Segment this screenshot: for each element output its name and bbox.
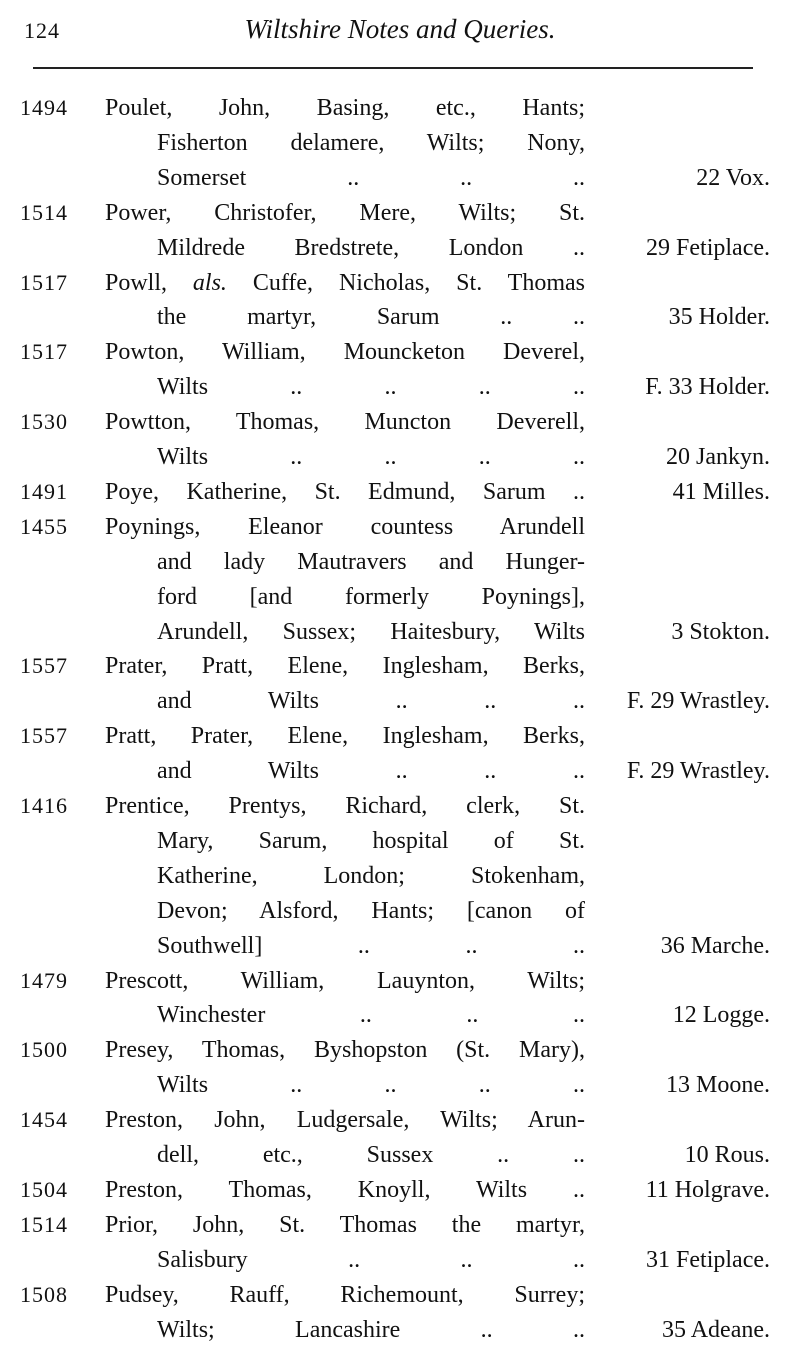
entry-line (0, 266, 800, 300)
entry-text: and lady Mautravers and Hunger- (157, 548, 585, 575)
entry-text: Poulet, John, Basing, etc., Hants; (105, 95, 585, 121)
entry-line (0, 405, 800, 439)
entry-year: 1557 (20, 653, 68, 679)
entry-year: 1517 (20, 339, 68, 365)
register-reference: 35 Holder. (668, 304, 770, 331)
entry-text: Prater, Pratt, Elene, Inglesham, Berks, (105, 653, 585, 680)
entry-line (0, 894, 800, 928)
entry-line (0, 754, 800, 788)
register-reference: 35 Adeane. (662, 1316, 770, 1343)
entry-line (0, 231, 800, 265)
entry-line (0, 1173, 800, 1207)
entry-year: 1530 (20, 409, 68, 435)
entry-text: Poye, Katherine, St. Edmund, Sarum .. (105, 478, 585, 505)
entry-line (0, 964, 800, 998)
entry-year: 1508 (20, 1281, 68, 1307)
page-number: 124 (24, 18, 60, 43)
entry-text-part: Cuffe, Nicholas, St. Thomas (252, 269, 585, 296)
register-reference: 20 Jankyn. (666, 444, 770, 470)
entry-text: Pudsey, Rauff, Richemount, Surrey; (105, 1281, 585, 1308)
entry-text: Arundell, Sussex; Haitesbury, Wilts (157, 618, 585, 645)
entry-line (0, 440, 800, 474)
entry-line (0, 1103, 800, 1137)
entry-line (0, 1033, 800, 1067)
register-reference: 13 Moone. (666, 1072, 770, 1099)
entry-year: 1416 (20, 793, 68, 818)
running-head: Wiltshire Notes and Queries. (244, 14, 556, 44)
entry-line (0, 161, 800, 195)
entry-text: ford [and formerly Poynings], (157, 583, 585, 610)
entry-year: 1500 (20, 1037, 68, 1063)
entry-text: Somerset .. .. .. (157, 164, 585, 191)
entry-text: Southwell] .. .. .. (157, 932, 585, 959)
entry-text: and Wilts .. .. .. (157, 758, 585, 785)
entry-line (0, 510, 800, 544)
entry-text: Mildrede Bredstrete, London .. (157, 234, 585, 261)
entry-text: Prentice, Prentys, Richard, clerk, St. (105, 793, 585, 819)
header-rule (33, 67, 753, 69)
entry-line (0, 859, 800, 893)
register-reference: 11 Holgrave. (645, 1176, 770, 1203)
entry-line (0, 1068, 800, 1102)
entry-year: 1479 (20, 967, 68, 993)
register-reference: 31 Fetiplace. (646, 1246, 770, 1273)
entry-text: Salisbury .. .. .. (157, 1246, 585, 1273)
italic-abbrev: als. (192, 269, 227, 296)
entry-line (0, 475, 800, 509)
entry-text: Wilts; Lancashire .. .. (157, 1316, 585, 1343)
entry-line (0, 1208, 800, 1242)
entry-line (0, 335, 800, 369)
register-reference: 10 Rous. (684, 1142, 770, 1168)
register-reference: F. 29 Wrastley. (626, 758, 770, 785)
entry-text: Poynings, Eleanor countess Arundell (105, 513, 585, 540)
entry-text: Fisherton delamere, Wilts; Nony, (157, 129, 585, 156)
entry-text: and Wilts .. .. .. (157, 688, 585, 715)
entry-text: Wilts .. .. .. .. (157, 1072, 585, 1099)
entry-text-part: Powll, (105, 269, 168, 296)
entry-line (0, 580, 800, 614)
entry-year: 1514 (20, 199, 68, 225)
entry-text: Powton, William, Mouncketon Deverel, (105, 339, 585, 366)
entry-text: Wilts .. .. .. .. (157, 444, 585, 470)
register-reference: 12 Logge. (672, 1002, 770, 1029)
entry-text: the martyr, Sarum .. .. (157, 304, 585, 331)
entry-text: Preston, John, Ludgersale, Wilts; Arun- (105, 1107, 585, 1134)
entry-text: Pratt, Prater, Elene, Inglesham, Berks, (105, 723, 585, 750)
entry-line (0, 196, 800, 230)
entry-line (0, 684, 800, 718)
entry-line (0, 1278, 800, 1312)
entry-text: dell, etc., Sussex .. .. (157, 1142, 585, 1168)
entry-line (0, 649, 800, 683)
entry-year: 1514 (20, 1211, 68, 1237)
entry-line (0, 545, 800, 579)
register-reference: 29 Fetiplace. (646, 234, 770, 261)
entry-line (0, 824, 800, 858)
entry-line (0, 1138, 800, 1172)
entry-line (0, 91, 800, 125)
register-reference: F. 29 Wrastley. (626, 688, 770, 715)
entry-text: Katherine, London; Stokenham, (157, 862, 585, 889)
entry-line (0, 1243, 800, 1277)
entry-text (105, 266, 585, 300)
register-reference: 36 Marche. (660, 932, 770, 959)
entry-line (0, 719, 800, 753)
entry-text: Presey, Thomas, Byshopston (St. Mary), (105, 1037, 585, 1064)
entry-line (0, 300, 800, 334)
entry-text: Powtton, Thomas, Muncton Deverell, (105, 409, 585, 436)
entry-line (0, 789, 800, 823)
entry-year: 1504 (20, 1176, 68, 1202)
entry-line (0, 929, 800, 963)
entry-year: 1491 (20, 478, 68, 504)
entry-text: Prior, John, St. Thomas the martyr, (105, 1211, 585, 1238)
entry-year: 1557 (20, 723, 68, 749)
entry-text: Devon; Alsford, Hants; [canon of (157, 897, 585, 924)
entry-text: Winchester .. .. .. (157, 1002, 585, 1029)
entry-line (0, 615, 800, 649)
entry-year: 1454 (20, 1107, 68, 1133)
entry-text: Wilts .. .. .. .. (157, 374, 585, 401)
register-reference: 41 Milles. (672, 478, 770, 505)
register-reference: 3 Stokton. (671, 618, 770, 645)
register-reference: F. 33 Holder. (645, 374, 770, 401)
entry-line (0, 370, 800, 404)
entry-year: 1455 (20, 513, 68, 539)
entry-line (0, 998, 800, 1032)
register-reference: 22 Vox. (696, 164, 770, 191)
entry-text: Power, Christofer, Mere, Wilts; St. (105, 199, 585, 226)
entry-text: Preston, Thomas, Knoyll, Wilts .. (105, 1176, 585, 1203)
entry-text: Mary, Sarum, hospital of St. (157, 827, 585, 854)
entry-text: Prescott, William, Lauynton, Wilts; (105, 967, 585, 994)
entry-year: 1494 (20, 95, 68, 120)
entry-line (0, 126, 800, 160)
entry-year: 1517 (20, 269, 68, 295)
entry-line (0, 1313, 800, 1347)
